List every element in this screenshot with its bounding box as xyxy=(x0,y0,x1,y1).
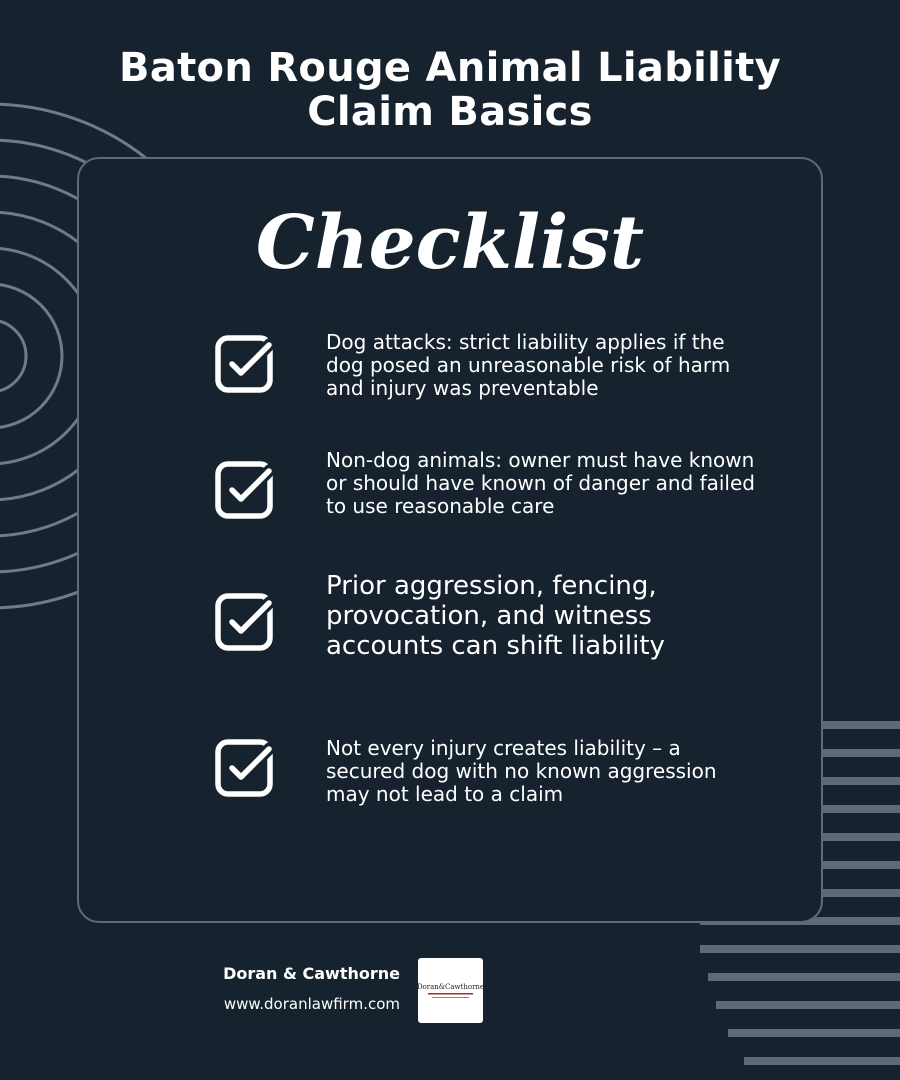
check-square-icon xyxy=(213,591,275,653)
page-title-line-1: Baton Rouge Animal Liability xyxy=(119,45,781,91)
checklist-panel xyxy=(77,157,823,923)
checklist-item-text: Not every injury creates liability – a secured dog with no known aggression may not lead to a claim xyxy=(326,736,717,806)
firm-logo xyxy=(418,958,483,1023)
page-title-line-2: Claim Basics xyxy=(307,89,593,135)
checklist-item-text: Prior aggression, fencing, provocation, and witness accounts can shift liability xyxy=(326,571,665,661)
checklist-heading: Checklist xyxy=(255,200,645,286)
checklist-item-text: Non-dog animals: owner must have known or should have known of danger and failed to use reasonable care xyxy=(326,448,755,518)
website-link[interactable]: www.doranlawfirm.com xyxy=(223,995,400,1013)
check-square-icon xyxy=(213,459,275,521)
check-square-icon xyxy=(213,333,275,395)
check-square-icon xyxy=(213,737,275,799)
svg-text:Doran&Cawthorne: Doran&Cawthorne xyxy=(418,983,483,991)
page-title xyxy=(0,46,900,134)
firm-name: Doran & Cawthorne xyxy=(223,964,400,983)
checklist-item-text: Dog attacks: strict liability applies if the dog posed an unreasonable risk of harm and injury was preventable xyxy=(326,330,731,400)
